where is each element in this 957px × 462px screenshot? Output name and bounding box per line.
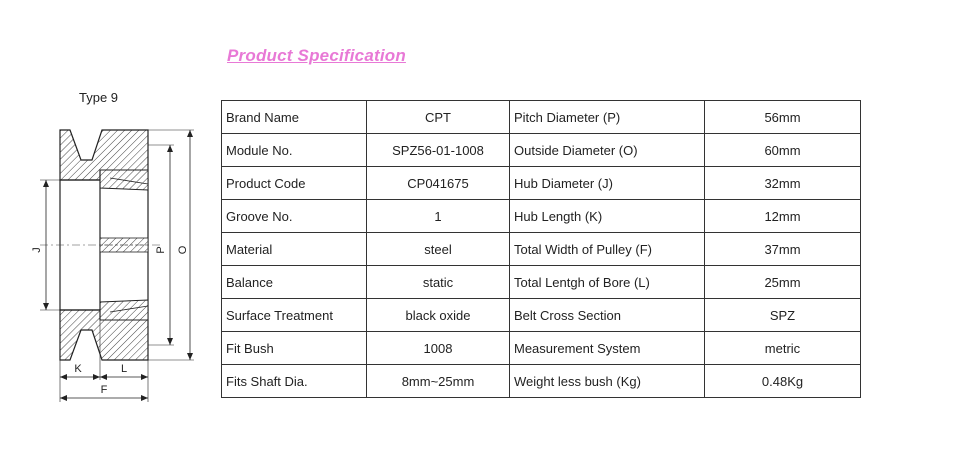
dim-label-f: F [100, 384, 108, 396]
pulley-cross-section-drawing [0, 80, 215, 410]
spec-label: Product Code [222, 167, 367, 200]
table-row [222, 167, 861, 200]
spec-label: Measurement System [510, 332, 705, 365]
spec-value: 1008 [367, 332, 510, 365]
spec-value: SPZ56-01-1008 [367, 134, 510, 167]
spec-value: black oxide [367, 299, 510, 332]
spec-label: Fits Shaft Dia. [222, 365, 367, 398]
table-row [222, 266, 861, 299]
spec-value: 60mm [705, 134, 861, 167]
spec-value: SPZ [705, 299, 861, 332]
dim-label-k: K [74, 363, 82, 375]
table-row [222, 233, 861, 266]
dim-label-p: P [155, 246, 167, 254]
drawing-type-label: Type 9 [79, 90, 119, 105]
dim-label-j: J [31, 247, 43, 253]
spec-value: 37mm [705, 233, 861, 266]
table-row [222, 134, 861, 167]
spec-table [221, 100, 861, 398]
spec-table-body [222, 101, 861, 398]
spec-label: Groove No. [222, 200, 367, 233]
spec-value: static [367, 266, 510, 299]
dim-label-o: O [177, 245, 189, 255]
table-row [222, 299, 861, 332]
dim-label-l: L [120, 363, 128, 375]
table-row [222, 101, 861, 134]
spec-label: Brand Name [222, 101, 367, 134]
spec-label: Belt Cross Section [510, 299, 705, 332]
spec-label: Surface Treatment [222, 299, 367, 332]
spec-label: Module No. [222, 134, 367, 167]
spec-label: Total Width of Pulley (F) [510, 233, 705, 266]
spec-value: steel [367, 233, 510, 266]
spec-value: 1 [367, 200, 510, 233]
spec-label: Balance [222, 266, 367, 299]
spec-value: 25mm [705, 266, 861, 299]
spec-value: metric [705, 332, 861, 365]
spec-value: CP041675 [367, 167, 510, 200]
spec-label: Outside Diameter (O) [510, 134, 705, 167]
table-row [222, 200, 861, 233]
spec-value: CPT [367, 101, 510, 134]
page-title: Product Specification [227, 46, 406, 65]
spec-label: Pitch Diameter (P) [510, 101, 705, 134]
spec-label: Fit Bush [222, 332, 367, 365]
table-row [222, 365, 861, 398]
spec-label: Total Lentgh of Bore (L) [510, 266, 705, 299]
spec-label: Hub Length (K) [510, 200, 705, 233]
spec-label: Material [222, 233, 367, 266]
spec-value: 0.48Kg [705, 365, 861, 398]
spec-value: 32mm [705, 167, 861, 200]
spec-value: 8mm~25mm [367, 365, 510, 398]
spec-label: Hub Diameter (J) [510, 167, 705, 200]
table-row [222, 332, 861, 365]
spec-label: Weight less bush (Kg) [510, 365, 705, 398]
spec-value: 12mm [705, 200, 861, 233]
spec-value: 56mm [705, 101, 861, 134]
